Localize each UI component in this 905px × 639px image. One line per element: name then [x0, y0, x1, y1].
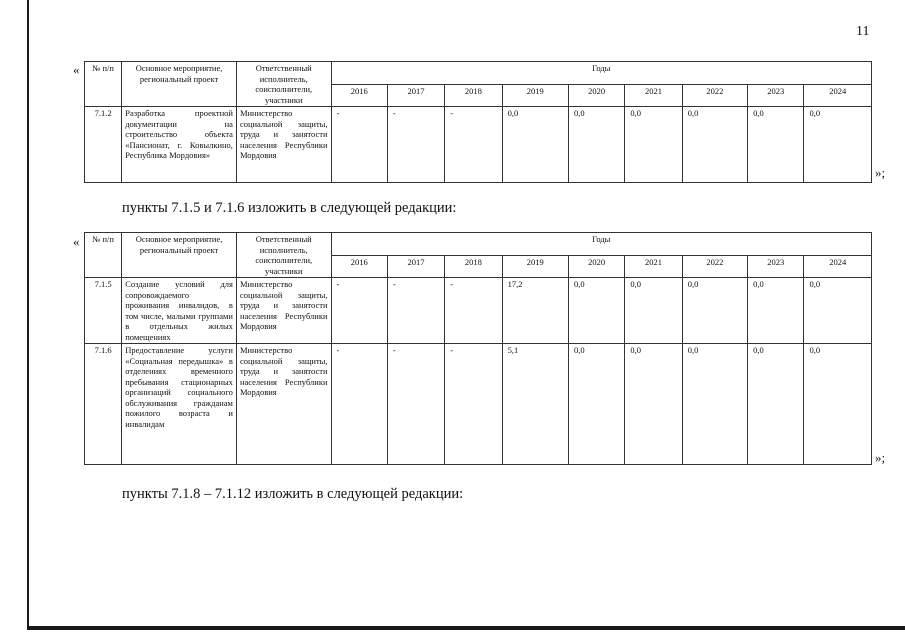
row-value: 5,1 — [502, 344, 568, 465]
header-year: 2021 — [625, 255, 682, 278]
row-value: 0,0 — [748, 344, 804, 465]
header-event: Основное мероприятие, региональный проект — [122, 233, 237, 278]
row-value: - — [387, 107, 444, 183]
row-value: - — [387, 344, 444, 465]
header-years: Годы — [331, 233, 871, 256]
header-year: 2022 — [682, 255, 747, 278]
header-year: 2023 — [748, 84, 804, 107]
header-year: 2022 — [682, 84, 747, 107]
header-num: № п/п — [85, 233, 122, 278]
table-point-7-1-2 — [84, 61, 872, 183]
row-value: - — [331, 107, 387, 183]
row-value: 0,0 — [569, 344, 625, 465]
row-value: - — [387, 278, 444, 344]
row-event: Создание условий для сопровождаемого проживания инвалидов, в том числе, малыми группами в отдельных жилых помещениях — [122, 278, 237, 344]
row-value: 0,0 — [804, 278, 872, 344]
row-responsible: Министерство социальной защиты, труда и занятости населения Республики Мордовия — [236, 278, 331, 344]
row-value: 0,0 — [569, 278, 625, 344]
row-value: - — [331, 344, 387, 465]
row-responsible: Министерство социальной защиты, труда и занятости населения Республики Мордовия — [236, 344, 331, 465]
row-responsible: Министерство социальной защиты, труда и занятости населения Республики Мордовия — [236, 107, 331, 183]
row-value: 0,0 — [682, 344, 747, 465]
header-year: 2019 — [502, 255, 568, 278]
page-number: 11 — [856, 24, 870, 39]
row-value: 0,0 — [569, 107, 625, 183]
header-year: 2023 — [748, 255, 804, 278]
row-value: 0,0 — [804, 344, 872, 465]
header-year: 2017 — [387, 255, 444, 278]
paragraph-instruction: пункты 7.1.8 – 7.1.12 изложить в следующей редакции: — [122, 486, 464, 502]
header-year: 2017 — [387, 84, 444, 107]
row-value: 0,0 — [748, 107, 804, 183]
row-number: 7.1.5 — [85, 278, 122, 344]
header-responsible: Ответственный исполнитель, соисполнители, участники — [236, 233, 331, 278]
header-num: № п/п — [85, 62, 122, 107]
close-quote: »; — [875, 165, 886, 180]
row-value: 0,0 — [682, 107, 747, 183]
header-event: Основное мероприятие, региональный проект — [122, 62, 237, 107]
close-quote: »; — [875, 450, 886, 465]
header-responsible: Ответственный исполнитель, соисполнители, участники — [236, 62, 331, 107]
row-value: 0,0 — [625, 107, 682, 183]
header-year: 2019 — [502, 84, 568, 107]
row-value: - — [445, 278, 502, 344]
open-quote: « — [73, 62, 80, 77]
row-value: 17,2 — [502, 278, 568, 344]
row-number: 7.1.2 — [85, 107, 122, 183]
row-value: 0,0 — [625, 344, 682, 465]
row-value: - — [445, 107, 502, 183]
row-value: - — [445, 344, 502, 465]
header-year: 2016 — [331, 84, 387, 107]
header-year: 2018 — [445, 255, 502, 278]
bottom-border-line — [27, 626, 905, 630]
table-row — [85, 278, 872, 344]
open-quote: « — [73, 234, 80, 249]
row-value: 0,0 — [625, 278, 682, 344]
paragraph-instruction: пункты 7.1.5 и 7.1.6 изложить в следующей редакции: — [122, 200, 457, 216]
row-value: - — [331, 278, 387, 344]
header-years: Годы — [331, 62, 871, 85]
row-number: 7.1.6 — [85, 344, 122, 465]
row-event: Разработка проектной документации на строительство объекта «Пансионат, г. Ковылкино, Республика Мордовия» — [122, 107, 237, 183]
header-year: 2021 — [625, 84, 682, 107]
table-row — [85, 344, 872, 465]
header-year: 2024 — [804, 255, 872, 278]
row-value: 0,0 — [748, 278, 804, 344]
row-value: 0,0 — [682, 278, 747, 344]
table-row — [85, 107, 872, 183]
row-value: 0,0 — [804, 107, 872, 183]
header-year: 2018 — [445, 84, 502, 107]
header-year: 2024 — [804, 84, 872, 107]
header-year: 2020 — [569, 84, 625, 107]
row-event: Предоставление услуги «Социальная передышка» в отделениях временного пребывания стационарных организаций социального обслуживания гражданам пожилого возраста и инвалидам — [122, 344, 237, 465]
header-year: 2020 — [569, 255, 625, 278]
header-year: 2016 — [331, 255, 387, 278]
left-border-line — [27, 0, 29, 630]
row-value: 0,0 — [502, 107, 568, 183]
table-points-7-1-5-7-1-6 — [84, 232, 872, 465]
